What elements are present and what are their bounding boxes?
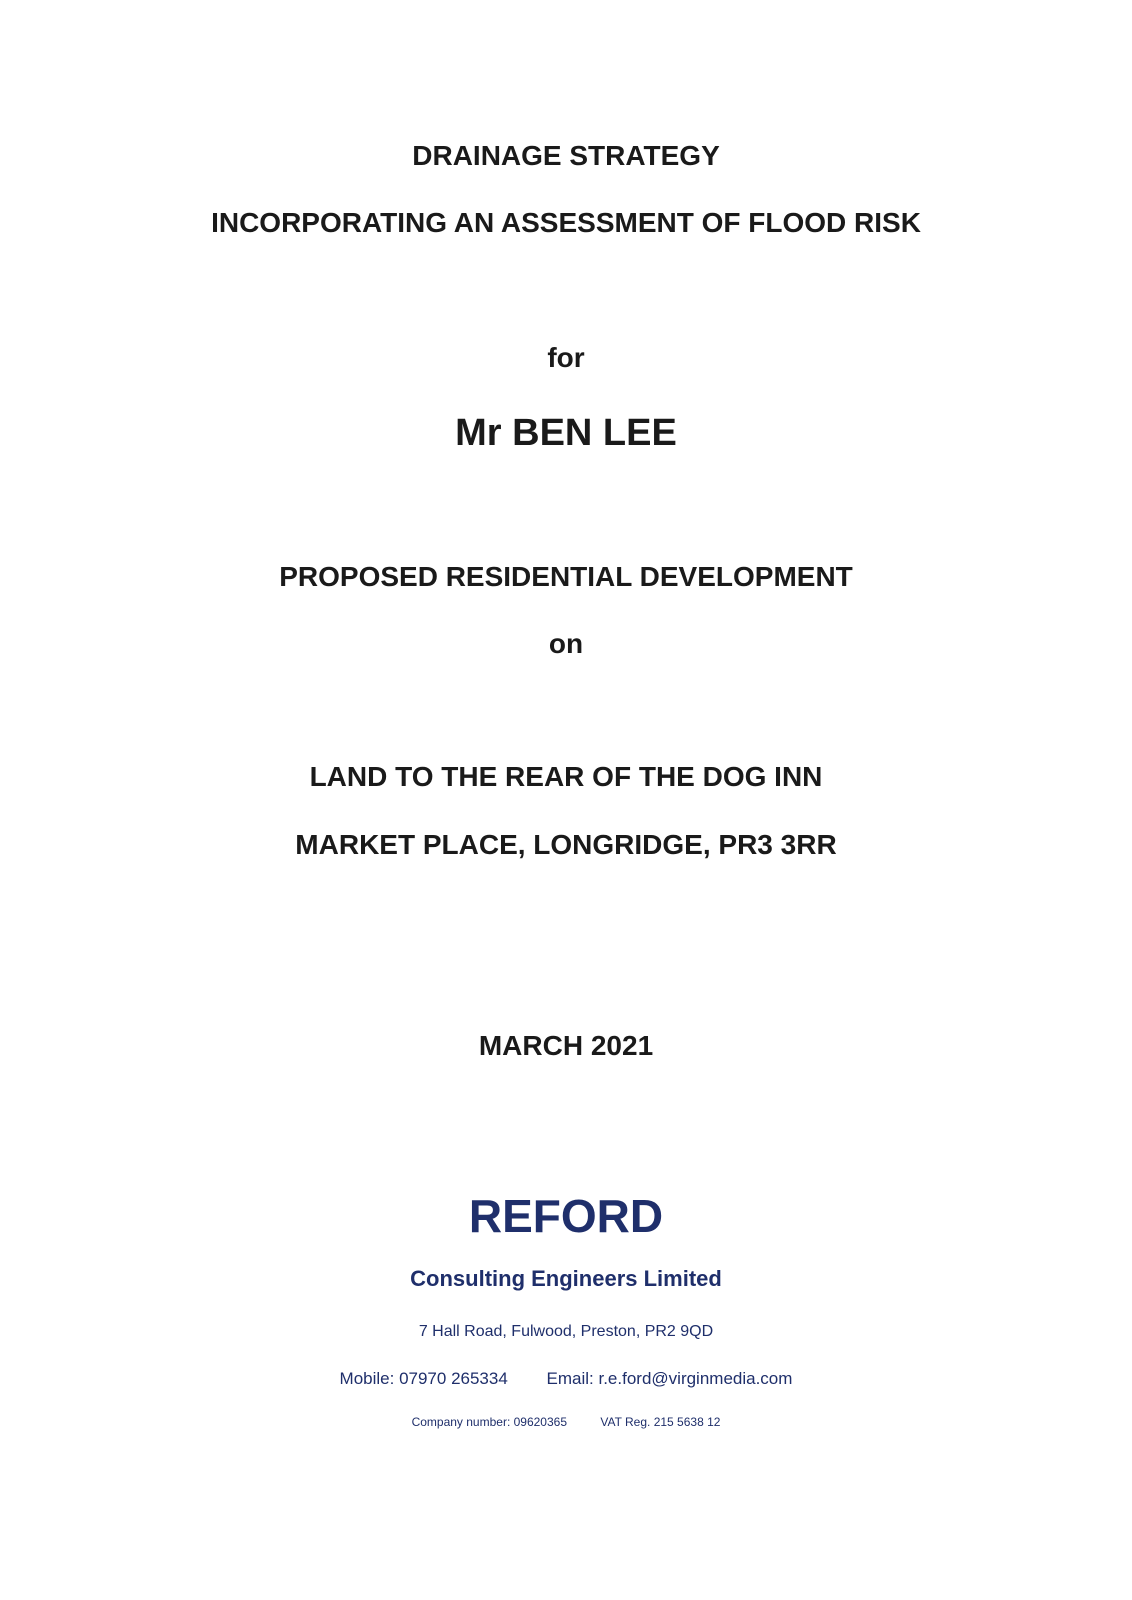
vat-registration: VAT Reg. 215 5638 12: [600, 1415, 721, 1429]
site-address-line-1: LAND TO THE REAR OF THE DOG INN: [309, 761, 823, 792]
for-label: for: [547, 342, 585, 373]
site-address-line-2: MARKET PLACE, LONGRIDGE, PR3 3RR: [295, 829, 837, 860]
company-address: 7 Hall Road, Fulwood, Preston, PR2 9QD: [418, 1323, 714, 1340]
mobile-number: Mobile: 07970 265334: [339, 1369, 508, 1388]
client-name: Mr BEN LEE: [455, 412, 677, 454]
document-date: MARCH 2021: [478, 1030, 654, 1061]
on-label: on: [548, 628, 584, 659]
email-address: Email: r.e.ford@virginmedia.com: [546, 1369, 793, 1388]
company-logo: REFORD: [468, 1190, 664, 1242]
development-description: PROPOSED RESIDENTIAL DEVELOPMENT: [279, 561, 853, 592]
company-name: Consulting Engineers Limited: [410, 1266, 722, 1291]
contact-row: [0, 1370, 1132, 1387]
company-number: Company number: 09620365: [411, 1415, 567, 1429]
document-subtitle: INCORPORATING AN ASSESSMENT OF FLOOD RISK: [211, 207, 921, 238]
registration-row: [0, 1416, 1132, 1428]
document-title: DRAINAGE STRATEGY: [412, 140, 720, 171]
